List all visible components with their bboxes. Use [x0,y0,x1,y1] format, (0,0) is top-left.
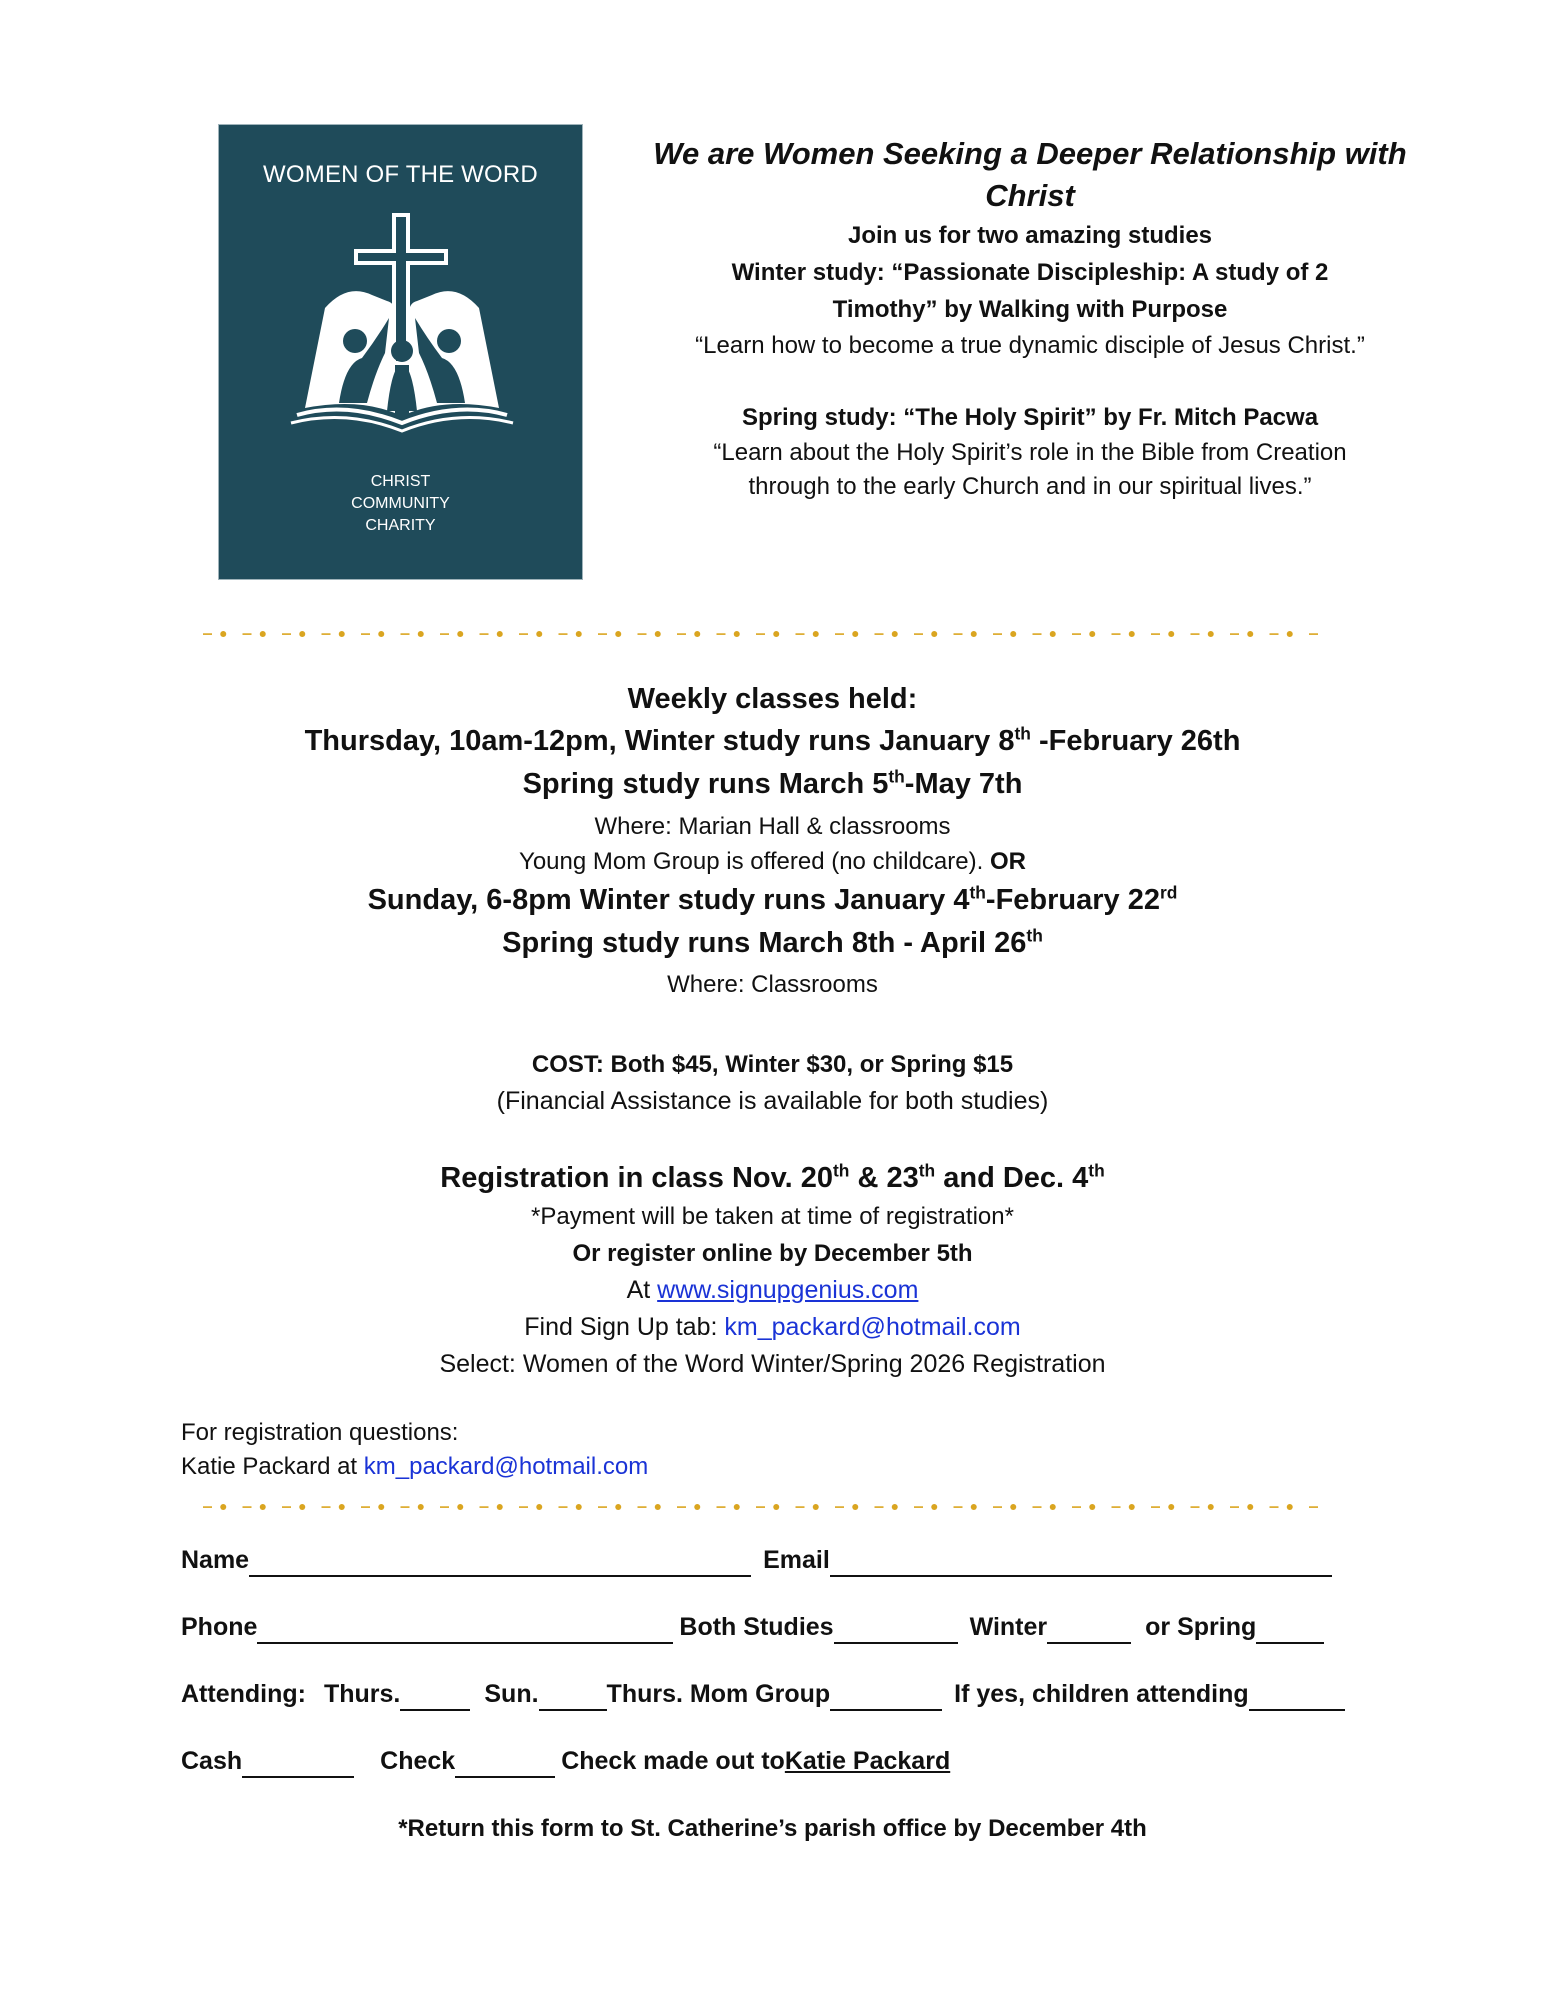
divider-dot [694,631,700,637]
online-registration-deadline: Or register online by December 5th [572,1240,973,1267]
divider-dot [1247,631,1253,637]
divider-dot [260,631,266,637]
divider-dot [734,631,740,637]
divider-dash [835,1506,844,1508]
divider-dash [1230,1506,1239,1508]
divider-dash [1309,1506,1318,1508]
divider-dash [993,1506,1002,1508]
ordinal-suffix: th [1088,1160,1105,1181]
ordinal-suffix: th [1014,723,1031,744]
phone-field[interactable] [257,1620,673,1644]
cash-label: Cash [181,1747,243,1775]
thursday-field[interactable] [400,1687,470,1711]
divider-dash [677,633,686,635]
divider-dash [598,1506,607,1508]
divider-dot [418,631,424,637]
divider-dash [756,1506,765,1508]
divider-dot [852,631,858,637]
children-attending-label: If yes, children attending [954,1680,1249,1708]
divider-dash [756,633,765,635]
divider-dash [401,1506,410,1508]
divider-dash [203,1506,212,1508]
divider-dot [1208,631,1214,637]
spring-study-title: Spring study: “The Holy Spirit” by Fr. Mitch Pacwa [741,404,1319,431]
payment-note: *Payment will be taken at time of registration* [531,1203,1014,1230]
form-row-phone-study [181,1613,1324,1642]
mom-group-field[interactable] [830,1687,942,1711]
divider-dot [615,631,621,637]
divider-dash [559,633,568,635]
divider-dot [339,1504,345,1510]
divider-dash [914,633,923,635]
divider-dash [282,633,291,635]
thursday-winter-end: -February 26th [1030,725,1241,757]
thursday-label: Thurs. [323,1680,401,1708]
divider-dot [773,1504,779,1510]
children-attending-field[interactable] [1249,1687,1345,1711]
divider-dash [1112,1506,1121,1508]
divider-dash [480,633,489,635]
divider-dash [243,1506,252,1508]
divider-dash [954,1506,963,1508]
thursday-winter-text: Thursday, 10am-12pm, Winter study runs January 8 [304,725,1015,757]
spring-study-quote-continued: through to the early Church and in our spiritual lives.” [748,473,1312,500]
ordinal-suffix: th [918,1160,936,1181]
divider-dot [378,1504,384,1510]
young-mom-text: Young Mom Group is offered (no childcare). [519,848,990,875]
winter-field[interactable] [1047,1620,1131,1644]
divider-dash [717,1506,726,1508]
divider-dot [1050,631,1056,637]
attending-label: Attending: [181,1680,306,1708]
form-row-attending [181,1680,1345,1709]
divider-dash [796,633,805,635]
at-label: At [626,1276,658,1304]
divider-dash [875,1506,884,1508]
divider-dash [638,1506,647,1508]
phone-label: Phone [181,1613,258,1641]
email-label: Email [763,1546,830,1574]
website-line [0,1276,1545,1305]
sunday-winter-text: Sunday, 6-8pm Winter study runs January 4 [367,884,970,916]
divider-dot [1129,631,1135,637]
divider-dash [796,1506,805,1508]
divider-dash [401,633,410,635]
registration-text: & 23 [849,1162,919,1194]
ordinal-suffix: th [969,882,986,903]
cash-field[interactable] [242,1754,354,1778]
divider-dot [655,1504,661,1510]
divider-dot [892,631,898,637]
divider-dash [361,1506,370,1508]
both-studies-label: Both Studies [679,1613,834,1641]
divider-dot [1129,1504,1135,1510]
thursday-spring-schedule [0,768,1545,801]
form-row-payment [181,1747,950,1776]
divider-dot [971,1504,977,1510]
email-field[interactable] [830,1553,1332,1577]
ordinal-suffix: rd [1160,882,1178,903]
registration-questions-label: For registration questions: [181,1419,459,1446]
divider-dot [1208,1504,1214,1510]
divider-dot [892,1504,898,1510]
mom-group-label: Thurs. Mom Group [606,1680,831,1708]
thursday-location: Where: Marian Hall & classrooms [594,813,951,840]
divider-dot [457,631,463,637]
divider-dot [536,1504,542,1510]
divider-dot [655,631,661,637]
both-studies-field[interactable] [834,1620,958,1644]
divider-dash [1112,633,1121,635]
divider-dot [576,1504,582,1510]
divider-dot [1168,631,1174,637]
divider-dot [694,1504,700,1510]
return-form-note: *Return this form to St. Catherine’s parish office by December 4th [398,1815,1147,1842]
dash-dot-divider [203,1503,1328,1511]
divider-dash [1033,633,1042,635]
sunday-winter-end: -February 22 [985,884,1160,916]
divider-dash [440,1506,449,1508]
thursday-spring-end: -May 7th [904,768,1023,800]
sunday-winter-schedule [0,884,1545,917]
winter-study-quote: “Learn how to become a true dynamic disciple of Jesus Christ.” [695,332,1365,359]
divider-dot [1010,1504,1016,1510]
sunday-field[interactable] [539,1687,607,1711]
divider-dash [282,1506,291,1508]
select-registration-line: Select: Women of the Word Winter/Spring 2026 Registration [439,1350,1106,1378]
divider-dot [1089,1504,1095,1510]
divider-dot [1247,1504,1253,1510]
thursday-winter-schedule [0,725,1545,758]
divider-dash [361,633,370,635]
divider-dash [638,633,647,635]
divider-dot [813,1504,819,1510]
divider-dash [519,633,528,635]
cross-bible-figures-icon [287,213,517,433]
divider-dash [677,1506,686,1508]
check-label: Check [380,1747,456,1775]
divider-dash [440,633,449,635]
contact-email-link[interactable]: km_packard@hotmail.com [363,1453,649,1480]
divider-dash [519,1506,528,1508]
divider-dash [1270,1506,1279,1508]
divider-dash [322,633,331,635]
divider-dash [1191,1506,1200,1508]
divider-dash [203,633,212,635]
divider-dash [914,1506,923,1508]
divider-dash [598,633,607,635]
divider-dot [497,631,503,637]
divider-dash [835,633,844,635]
divider-dot [615,1504,621,1510]
logo-title: WOMEN OF THE WORD [263,161,538,188]
divider-dot [734,1504,740,1510]
spring-field[interactable] [1256,1620,1324,1644]
divider-dot [299,1504,305,1510]
spring-study-quote: “Learn about the Holy Spirit’s role in the Bible from Creation [713,439,1347,466]
divider-dot [1168,1504,1174,1510]
registration-text: and Dec. 4 [935,1162,1089,1194]
sunday-label: Sun. [484,1680,539,1708]
divider-dot [576,631,582,637]
winter-study-title: Winter study: “Passionate Discipleship: A study of 2 [731,259,1329,286]
divider-dash [1191,633,1200,635]
divider-dot [220,631,226,637]
headline-continued: Christ [985,178,1075,213]
schedule-heading: Weekly classes held: [627,683,918,715]
sunday-spring-schedule [0,927,1545,960]
signupgenius-link[interactable]: www.signupgenius.com [657,1276,919,1304]
check-payee-label: Check made out to [561,1747,785,1775]
financial-assistance-note: (Financial Assistance is available for both studies) [496,1087,1049,1115]
divider-dot [220,1504,226,1510]
divider-dot [457,1504,463,1510]
divider-dot [378,631,384,637]
divider-dash [954,633,963,635]
divider-dash [1309,633,1318,635]
divider-dot [299,631,305,637]
logo-organization [219,471,582,537]
divider-dash [1270,633,1279,635]
divider-dot [1287,631,1293,637]
ordinal-suffix: th [1026,925,1043,946]
divider-dash [1033,1506,1042,1508]
sunday-location: Where: Classrooms [667,971,878,998]
winter-label: Winter [969,1613,1048,1641]
ordinal-suffix: th [833,1160,850,1181]
divider-dot [813,631,819,637]
headline: We are Women Seeking a Deeper Relationship with [653,136,1407,171]
check-payee-name: Katie Packard [784,1747,951,1775]
divider-dot [536,631,542,637]
join-text: Join us for two amazing studies [847,222,1213,249]
divider-dash [480,1506,489,1508]
ordinal-suffix: th [888,766,905,787]
divider-dot [931,1504,937,1510]
contact-line [181,1450,648,1484]
contact-name: Katie Packard at [181,1453,364,1480]
registration-dates [0,1162,1545,1195]
divider-dot [852,1504,858,1510]
divider-dash [1151,633,1160,635]
divider-dot [1050,1504,1056,1510]
divider-dash [1230,633,1239,635]
divider-dot [773,631,779,637]
registration-text: Registration in class Nov. 20 [440,1162,833,1194]
divider-dash [559,1506,568,1508]
thursday-spring-text: Spring study runs March 5 [522,768,889,800]
name-label: Name [181,1546,250,1574]
young-mom-group-note [0,848,1545,876]
divider-dash [243,633,252,635]
divider-dash [322,1506,331,1508]
divider-dash [717,633,726,635]
divider-dot [260,1504,266,1510]
divider-dot [339,631,345,637]
divider-dot [1089,631,1095,637]
winter-study-title-continued: Timothy” by Walking with Purpose [832,296,1228,323]
divider-dot [497,1504,503,1510]
check-field[interactable] [455,1754,555,1778]
divider-dot [931,631,937,637]
logo-org-line: COMMUNITY [351,495,450,512]
logo-org-line: CHARITY [365,517,436,534]
sunday-spring-text: Spring study runs March 8th - April 26 [502,927,1027,959]
form-row-name-email [181,1546,1332,1575]
divider-dash [1072,633,1081,635]
name-field[interactable] [249,1553,751,1577]
divider-dot [1287,1504,1293,1510]
divider-dot [418,1504,424,1510]
divider-dash [1072,1506,1081,1508]
spring-label: or Spring [1145,1613,1257,1641]
women-of-the-word-logo [218,124,583,580]
divider-dot [1010,631,1016,637]
divider-dash [993,633,1002,635]
logo-org-line: CHRIST [370,473,431,490]
find-sign-up-line [0,1313,1545,1342]
dash-dot-divider [203,630,1328,638]
cost-line: COST: Both $45, Winter $30, or Spring $15 [531,1051,1014,1078]
or-text: OR [989,848,1026,875]
divider-dash [875,633,884,635]
find-label: Find Sign Up tab: [524,1313,725,1341]
divider-dot [971,631,977,637]
sign-up-email[interactable]: km_packard@hotmail.com [724,1313,1021,1341]
divider-dash [1151,1506,1160,1508]
